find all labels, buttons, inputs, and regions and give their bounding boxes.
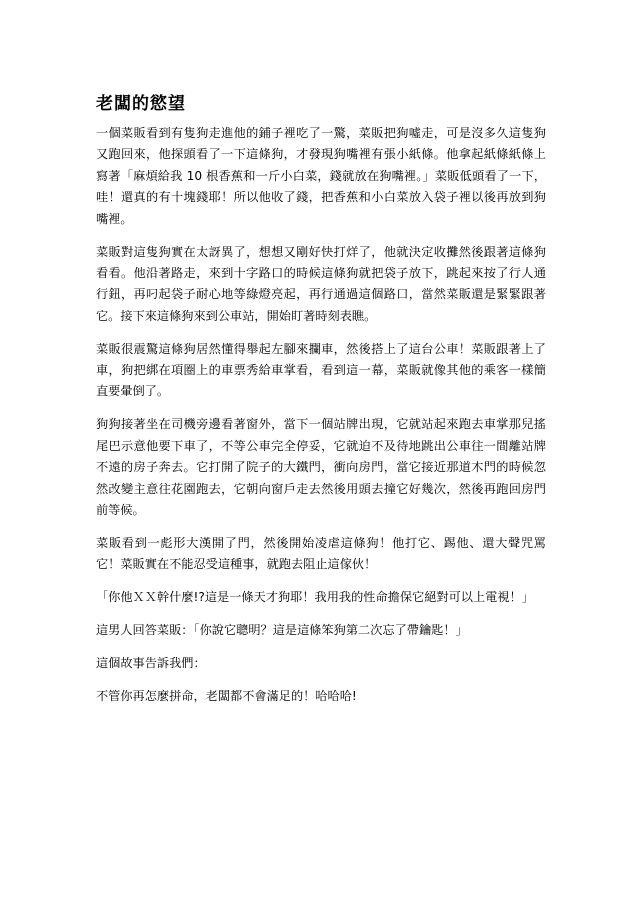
paragraph-2: 菜販對這隻狗實在太訝異了，想想又剛好快打烊了，他就決定收攤然後跟著這條狗看看。他沿著路走，來到十字路口的時候這條狗就把袋子放下，跳起來按了行人通行鈕，再叼起袋子耐心地等綠燈亮起，再行通過這個路口，當然菜販還是緊緊跟著它。接下來這條狗來到公車站，開始盯著時刻表瞧。 (96, 244, 546, 323)
document-page (96, 92, 546, 719)
paragraph-4: 狗狗接著坐在司機旁邊看著窗外，當下一個站牌出現，它就站起來跑去車掌那兒搖尾巴示意他要下車了，不等公車完全停妥，它就迫不及待地跳出公車往一間離站牌不遠的房子奔去。它打開了院子的大鐵門，衝向房門，當它接近那道木門的時候忽然改變主意往花園跑去，它朝向窗戶走去然後用頭去撞它好幾次，然後再跑回房門前等候。 (96, 417, 546, 517)
paragraph-3: 菜販很震驚這條狗居然懂得舉起左腳來攔車，然後搭上了這台公車！菜販跟著上了車，狗把綁在項圈上的車票秀給車掌看，看到這一幕，菜販就像其他的乘客一樣簡直要暈倒了。 (96, 341, 546, 399)
document-title: 老闆的慾望 (96, 94, 186, 114)
paragraph-5: 菜販看到一彪形大漢開了門，然後開始凌虐這條狗！他打它、踢他、還大聲咒罵它！菜販實在不能忍受這種事，就跑去阻止這傢伙！ (96, 535, 546, 572)
paragraph-1: 一個菜販看到有隻狗走進他的鋪子裡吃了一驚，菜販把狗噓走，可是沒多久這隻狗又跑回來，他探頭看了一下這條狗，才發現狗嘴裡有張小紙條。他拿起紙條紙條上寫著「麻煩給我 10 根香蕉和一斤小白菜，錢就放在狗嘴裡。」菜販低頭看了一下，哇！還真的有十塊錢耶！所以他收了錢，把香蕉和小白菜放入袋子裡以後再放到狗嘴裡。 (96, 126, 546, 226)
paragraph-6: 「你他ＸＸ幹什麼!?這是一條天才狗耶！我用我的性命擔保它絕對可以上電視！」 (96, 590, 534, 605)
paragraph-8: 這個故事告訴我們： (96, 656, 206, 671)
paragraph-9: 不管你再怎麼拼命，老闆都不會滿足的！哈哈哈! (96, 688, 357, 703)
paragraph-7: 這男人回答菜販：「你說它聰明？這是這條笨狗第二次忘了帶鑰匙！」 (96, 623, 468, 638)
